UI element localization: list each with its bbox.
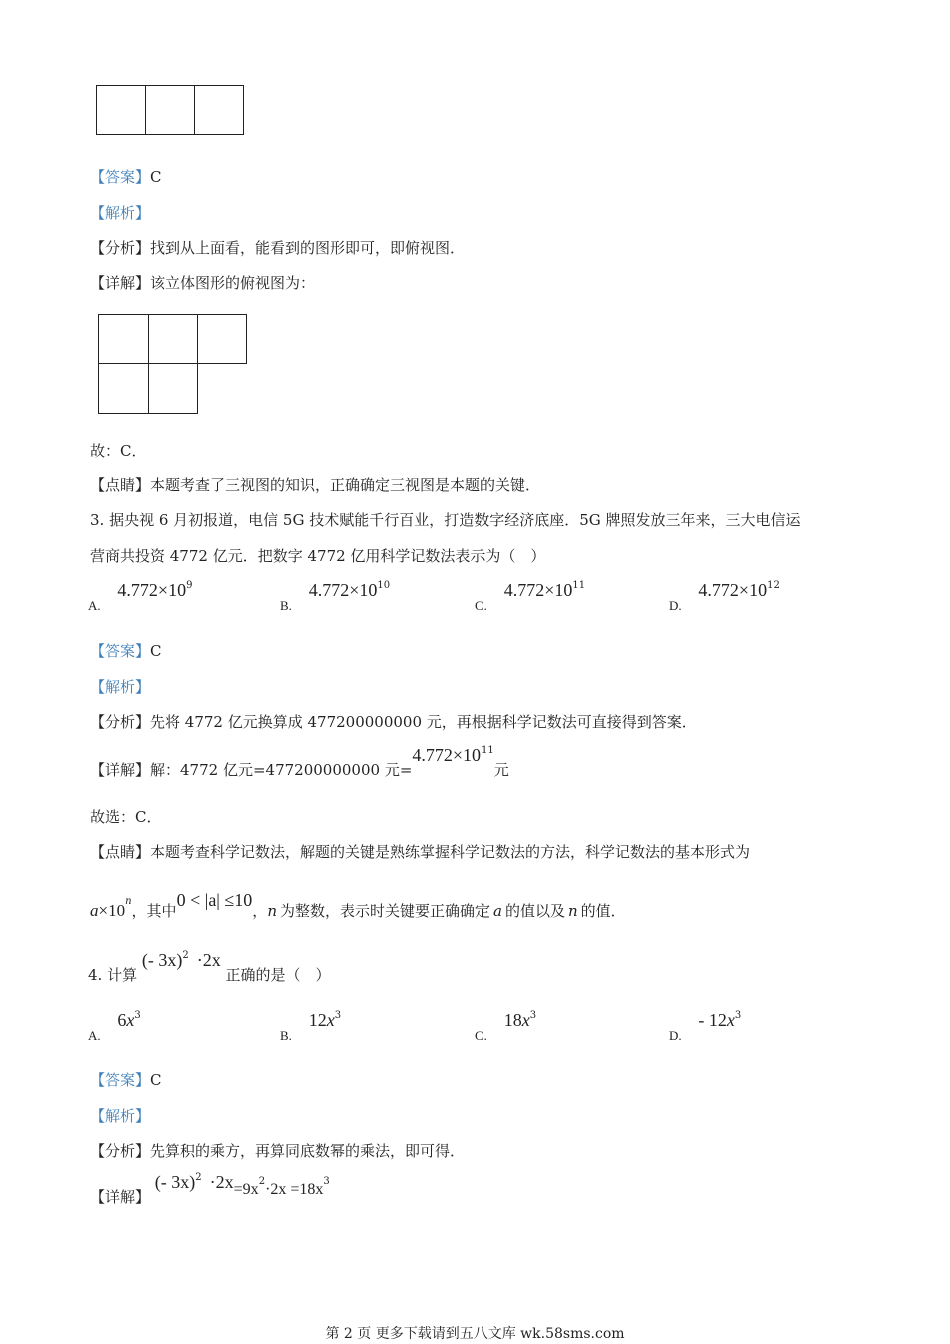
answer-tag: 【答案】 — [90, 642, 151, 660]
dianjing-tag: 【点睛】 — [90, 843, 151, 861]
option-times: ×10 — [157, 580, 187, 600]
q4-option-b — [280, 1010, 342, 1043]
option-exponent: 3 — [529, 1010, 537, 1021]
option-var: x — [521, 1010, 530, 1030]
option-times: ×10 — [349, 580, 378, 600]
xiangjie-exponent: 11 — [481, 745, 494, 756]
q4-prefix: 4. 计算 — [88, 966, 138, 984]
grid-cell — [148, 363, 198, 414]
xiangjie-text: 解：4772 亿元=477200000000 元= — [150, 761, 413, 779]
option-label: B. — [280, 598, 292, 613]
form-text: 的值． — [580, 902, 626, 920]
q4-option-a — [88, 1010, 141, 1043]
q3-fenxi-line — [90, 711, 697, 732]
option-mantissa: 4.772 — [117, 580, 158, 600]
grid-cell — [197, 314, 247, 364]
q4-answer-line — [90, 1069, 162, 1090]
option-exponent: 3 — [734, 1010, 742, 1021]
option-label: A. — [88, 598, 101, 613]
q4-expression: (- 3x) — [141, 950, 183, 970]
option-exponent: 12 — [767, 580, 780, 591]
q3-option-c — [475, 580, 586, 613]
xiangjie-step: =9x — [233, 1181, 259, 1198]
option-label: D. — [669, 598, 682, 613]
option-label: C. — [475, 598, 487, 613]
xiangjie-text: 该立体图形的俯视图为： — [150, 274, 316, 292]
q3-stem-line2: 营商共投资 4772 亿元．把数字 4772 亿用科学记数法表示为（ ） — [90, 547, 546, 565]
dianjing-text: 本题考查了三视图的知识，正确确定三视图是本题的关键． — [150, 476, 541, 494]
form-a: a — [90, 901, 99, 920]
form-a: a — [493, 902, 502, 920]
xiangjie-tag: 【详解】 — [90, 761, 151, 779]
q3-stem-line1: 3. 据央视 6 月初报道，电信 5G 技术赋能千行百业，打造数字经济底座．5G 牌照发放三年来，三大电信运 — [90, 511, 801, 529]
option-exponent: 10 — [377, 580, 391, 591]
page-footer: 第 2 页 更多下载请到五八文库 wk.58sms.com — [325, 1326, 625, 1342]
q3-dianjing-line — [90, 841, 750, 862]
option-mantissa: 4.772 — [308, 580, 350, 600]
answer-value: C — [150, 642, 162, 660]
grid-cell — [98, 363, 149, 414]
dianjing-tag: 【点睛】 — [90, 476, 151, 494]
xiangjie-expression-rest: ·2x — [209, 1172, 234, 1192]
form-inequality: 0 < |a| ≤10 — [176, 890, 253, 910]
fenxi-tag: 【分析】 — [90, 1142, 151, 1160]
xiangjie-expression: (- 3x) — [154, 1172, 196, 1192]
form-n: n — [267, 902, 277, 920]
q3-option-b — [280, 580, 391, 613]
fenxi-tag: 【分析】 — [90, 239, 151, 257]
q2-analysis-tag: 【解析】 — [90, 204, 151, 222]
q3-analysis-tag: 【解析】 — [90, 678, 151, 696]
xiangjie-tag: 【详解】 — [90, 1188, 151, 1206]
option-coef: 12 — [308, 1010, 327, 1030]
q3-conclusion: 故选：C． — [90, 808, 162, 826]
xiangjie-exponent: 3 — [323, 1176, 330, 1187]
q4-expression-rest: ·2x — [196, 950, 221, 970]
form-text: 的值以及 — [504, 902, 565, 920]
q4-option-c — [475, 1010, 537, 1043]
q3-option-d — [669, 580, 780, 613]
option-times: ×10 — [738, 580, 768, 600]
q4-option-d — [669, 1010, 742, 1043]
grid-cell — [96, 85, 146, 135]
option-exponent: 3 — [134, 1010, 141, 1021]
q2-dianjing-line — [90, 474, 540, 495]
option-mantissa: 4.772 — [698, 580, 739, 600]
form-mid: ，其中 — [131, 902, 177, 920]
option-exponent: 9 — [186, 580, 193, 591]
option-exponent: 3 — [334, 1010, 342, 1021]
form-n: n — [125, 896, 132, 907]
xiangjie-exponent: 2 — [258, 1176, 266, 1187]
form-text: 为整数，表示时关键要正确确定 — [279, 902, 490, 920]
fenxi-text: 找到从上面看，能看到的图形即可，即俯视图． — [150, 239, 466, 257]
answer-tag: 【答案】 — [90, 1071, 151, 1089]
option-times: ×10 — [544, 580, 573, 600]
grid-cell — [145, 85, 195, 135]
q4-exponent: 2 — [182, 950, 189, 961]
q2-fenxi-line — [90, 237, 465, 258]
dianjing-text: 本题考查科学记数法，解题的关键是熟练掌握科学记数法的方法，科学记数法的基本形式为 — [150, 843, 751, 861]
fenxi-text: 先算积的乘方，再算同底数幂的乘法，即可得． — [150, 1142, 466, 1160]
option-coef: 6 — [117, 1010, 127, 1030]
q4-analysis-tag: 【解析】 — [90, 1107, 151, 1125]
fenxi-tag: 【分析】 — [90, 713, 151, 731]
grid-cell — [148, 314, 198, 364]
q2-conclusion: 故：C． — [90, 442, 147, 460]
xiangjie-unit: 元 — [493, 761, 509, 779]
q3-form-line: $a\times 10^n$，其中0 < |a| ≤10，n 为整数，表示时关键要正确确定 a 的值以及 n 的值． — [90, 890, 626, 920]
xiangjie-exponent: 2 — [195, 1172, 202, 1183]
answer-value: C — [150, 1071, 162, 1089]
answer-value: C — [150, 168, 162, 186]
option-mantissa: 4.772 — [503, 580, 545, 600]
form-times: ×10 — [98, 901, 126, 920]
option-label: C. — [475, 1028, 487, 1043]
q4-fenxi-line — [90, 1140, 465, 1161]
fenxi-text: 先将 4772 亿元换算成 477200000000 元，再根据科学记数法可直接得到答案． — [150, 713, 697, 731]
answer-tag: 【答案】 — [90, 168, 151, 186]
q2-answer-line — [90, 166, 162, 187]
grid-cell — [98, 314, 149, 364]
option-exponent: 11 — [572, 580, 586, 591]
q4-suffix: 正确的是（ ） — [225, 966, 331, 984]
option-coef: - 12 — [698, 1010, 727, 1030]
option-label: B. — [280, 1028, 292, 1043]
option-label: D. — [669, 1028, 682, 1043]
xiangjie-step: ·2x =18x — [265, 1181, 324, 1198]
option-var: x — [326, 1010, 335, 1030]
q2-xiangjie-line — [90, 272, 315, 293]
form-n: n — [567, 902, 578, 920]
q3-answer-line — [90, 640, 162, 661]
q3-xiangjie-line — [90, 745, 509, 779]
option-label: A. — [88, 1028, 101, 1043]
xiangjie-tag: 【详解】 — [90, 274, 151, 292]
q4-xiangjie-line — [90, 1172, 330, 1206]
q3-option-a — [88, 580, 193, 613]
option-var: x — [726, 1010, 735, 1030]
q4-stem — [88, 950, 331, 984]
option-coef: 18 — [503, 1010, 522, 1030]
grid-cell — [194, 85, 244, 135]
option-var: x — [126, 1010, 135, 1030]
xiangjie-math: 4.772×10 — [412, 745, 482, 765]
